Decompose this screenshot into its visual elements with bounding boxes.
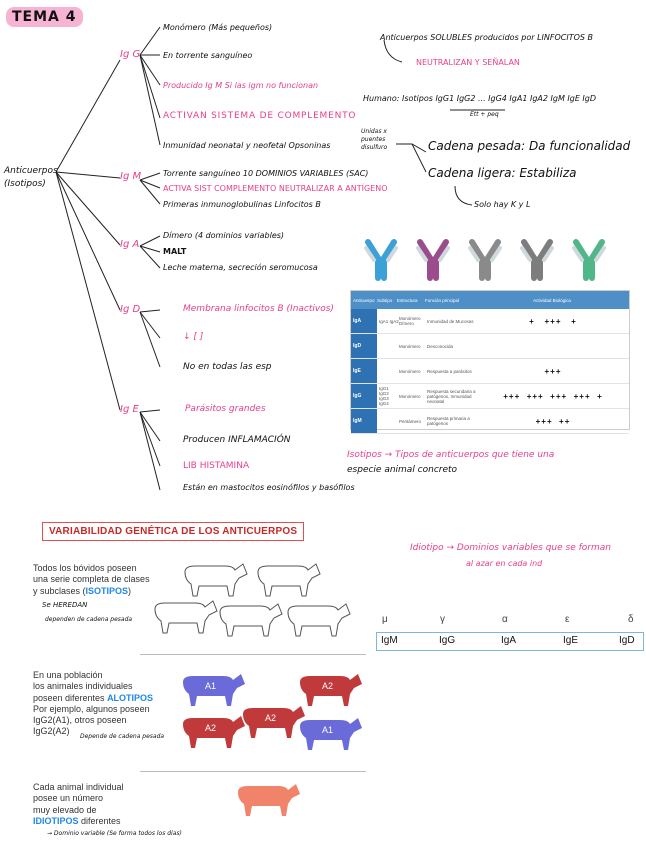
- cow-label: A2: [322, 681, 334, 691]
- greek-epsilon: ε: [565, 614, 570, 625]
- th-subtipo: Subtipo: [377, 297, 393, 303]
- block2-line5: IgG2(A1), otros poseen: [33, 715, 127, 725]
- root-label: Anticuerpos: [4, 166, 58, 176]
- ig-class-list: [376, 632, 644, 651]
- igg-item-4: ACTIVAN SISTEMA DE COMPLEMENTO: [163, 111, 357, 121]
- iga-label: Ig A: [120, 239, 140, 250]
- cell-estructura: Monómero Dímero: [399, 316, 421, 326]
- block3-hw-dominio: → Dominio variable (Se forma todos los días): [47, 830, 182, 837]
- cell-funcion: Respuesta primaria a patógenos: [427, 416, 470, 426]
- note-solo-hay: Solo hay K y L: [474, 200, 531, 209]
- block3-line2: posee un número: [33, 793, 104, 804]
- igd-item-3: No en todas las esp: [183, 362, 272, 372]
- note-neutralizan: NEUTRALIZAN Y SEÑALAN: [416, 58, 520, 67]
- igm-item-1: Torrente sanguíneo 10 DOMINIOS VARIABLES (SAC): [163, 169, 369, 178]
- cell-actividad: +++ ++: [535, 416, 571, 426]
- block1-line1: Todos los bóvidos poseen: [33, 563, 137, 573]
- cell-funcion: Respuesta secundaria a patógenos, Inmunidad neonatal: [427, 388, 476, 404]
- igg-item-1: Monómero (Más pequeños): [163, 23, 273, 32]
- cell-anticuerpo: IgG: [351, 384, 377, 408]
- note-humano: Humano: Isotipos IgG1 IgG2 ... IgG4 IgA1 IgA2 IgM IgE IgD: [363, 94, 597, 103]
- cell-funcion: Desconocida: [427, 343, 454, 349]
- cow-a1-purple-2: [300, 718, 362, 750]
- cow-outline-3: [155, 601, 217, 633]
- cell-estructura: Monómero: [399, 393, 421, 399]
- cell-anticuerpo: IgD: [351, 334, 377, 358]
- cow-a1-purple: [183, 674, 245, 706]
- note-ett: Ett + peq: [470, 111, 499, 118]
- igm-item-2: ACTIVA SIST COMPLEMENTO NEUTRALIZAR A ANTÍGENO: [163, 184, 388, 193]
- block2-line6: IgG2(A2): [33, 726, 70, 737]
- note-cadena-pesada: Cadena pesada: Da funcionalidad: [428, 139, 631, 153]
- th-actividad: Actividad Biológica: [533, 297, 571, 303]
- variability-heading: VARIABILIDAD GENÉTICA DE LOS ANTICUERPOS: [42, 522, 304, 541]
- idiotipo-def-1: Idiotipo → Dominios variables que se forman: [410, 543, 611, 553]
- idiotipo-def-2: al azar en cada ind: [466, 559, 543, 568]
- note-unidas: Unidas x puentes disulfuro: [361, 128, 388, 151]
- block3-line1: Cada animal individual: [33, 782, 124, 792]
- cell-subtipo: IgG1 IgG2 IgG3 IgG4: [379, 386, 389, 406]
- block2-line1: En una población: [33, 670, 103, 680]
- cell-estructura: Monómero: [399, 368, 421, 374]
- greek-mu: μ: [382, 614, 388, 625]
- igg-label: Ig G: [120, 49, 141, 60]
- greek-delta: δ: [628, 614, 634, 625]
- block1-hw-depende: dependen de cadena pesada: [45, 616, 133, 623]
- block1-hw-heredan: Se HEREDAN: [42, 601, 88, 609]
- cow-label: A2: [265, 713, 277, 723]
- block2-line4: Por ejemplo, algunos poseen: [33, 703, 150, 714]
- root-sublabel: (Isotipos): [4, 179, 46, 189]
- cell-actividad: + +++ +: [529, 316, 577, 326]
- iga-item-2: MALT: [163, 247, 187, 256]
- block1-line3-text: y subclases (ISOTIPOS): [33, 585, 132, 596]
- cow-orange: [238, 784, 300, 816]
- cow-outline-4: [220, 604, 282, 636]
- greek-alpha: α: [502, 614, 508, 625]
- cow-outline-1: [185, 564, 247, 596]
- ig-class-iga: IgA: [501, 635, 517, 646]
- cell-actividad: +++ +++ +++ +++ +: [503, 391, 603, 401]
- block2-line2: los animales individuales: [33, 681, 133, 692]
- cell-anticuerpo: IgA: [351, 309, 377, 333]
- igd-label: Ig D: [120, 304, 141, 315]
- cow-a2-red-2: [183, 716, 245, 748]
- cell-actividad: +++: [544, 366, 562, 376]
- ige-item-1: Parásitos grandes: [185, 404, 266, 414]
- ige-item-4: Están en mastocitos eosinófilos y basófilos: [183, 483, 355, 492]
- igd-item-2: ↓ [ ]: [183, 332, 204, 342]
- igg-item-5: Inmunidad neonatal y neofetal Opsoninas: [163, 141, 331, 150]
- th-estructura: Estructura: [397, 297, 418, 303]
- igg-item-2: En torrente sanguíneo: [163, 51, 253, 60]
- ig-class-igm: IgM: [381, 635, 398, 646]
- cell-subtipo: IgA1 IgA2: [379, 318, 399, 324]
- block2-line3: poseen diferentes ALOTIPOS: [33, 692, 154, 703]
- ig-class-ige: IgE: [563, 635, 579, 646]
- ige-item-3: LIB HISTAMINA: [183, 461, 250, 471]
- cell-funcion: Respuesta a parásitos: [427, 368, 472, 374]
- block3-line4: IDIOTIPOS diferentes: [33, 815, 121, 826]
- greek-gamma: γ: [440, 614, 445, 625]
- iga-item-3: Leche materna, secreción seromucosa: [163, 263, 318, 272]
- cow-outline-2: [258, 564, 320, 596]
- igd-item-1: Membrana linfocitos B (Inactivos): [183, 304, 334, 314]
- cell-funcion: Inmunidad de Mucosas: [427, 318, 474, 324]
- cell-estructura: Monómero: [399, 343, 421, 349]
- greek-row: [378, 614, 640, 630]
- cow-outline-5: [288, 604, 350, 636]
- igg-item-3: Producido Ig M Si las igm no funcionan: [163, 81, 319, 90]
- cell-anticuerpo: IgE: [351, 359, 377, 383]
- ig-class-igg: IgG: [439, 635, 456, 646]
- ig-class-igd: IgD: [619, 635, 635, 646]
- cow-label: A2: [205, 723, 217, 733]
- th-funcion: Función principal: [425, 297, 460, 303]
- note-soluble: Anticuerpos SOLUBLES producidos por LINFOCITOS B: [380, 33, 594, 42]
- igm-item-3: Primeras inmunoglobulinas Linfocitos B: [163, 200, 321, 209]
- cow-a2-red-3: [243, 706, 305, 738]
- note-cadena-ligera: Cadena ligera: Estabiliza: [428, 166, 577, 180]
- isotipos-def-1: Isotipos → Tipos de anticuerpos que tiene una: [347, 450, 555, 460]
- isotipos-def-2: especie animal concreto: [347, 465, 458, 475]
- th-anticuerpo: Anticuerpo: [353, 297, 375, 303]
- page-title: TEMA 4: [6, 7, 83, 27]
- cell-estructura: Pentámero: [399, 418, 422, 424]
- cow-label: A1: [205, 681, 217, 691]
- ige-item-2: Producen INFLAMACIÓN: [183, 435, 291, 445]
- block1-line2: una serie completa de clases: [33, 574, 150, 585]
- block2-hw-depende: Depende de cadena pesada: [80, 733, 165, 740]
- igm-label: Ig M: [120, 171, 142, 182]
- iga-item-1: Dímero (4 dominios variables): [163, 231, 285, 240]
- cow-a2-red: [300, 674, 362, 706]
- ige-label: Ig E: [120, 404, 139, 415]
- cow-label: A1: [322, 725, 334, 735]
- cell-anticuerpo: IgM: [351, 409, 377, 433]
- block3-line3: muy elevado de: [33, 804, 97, 815]
